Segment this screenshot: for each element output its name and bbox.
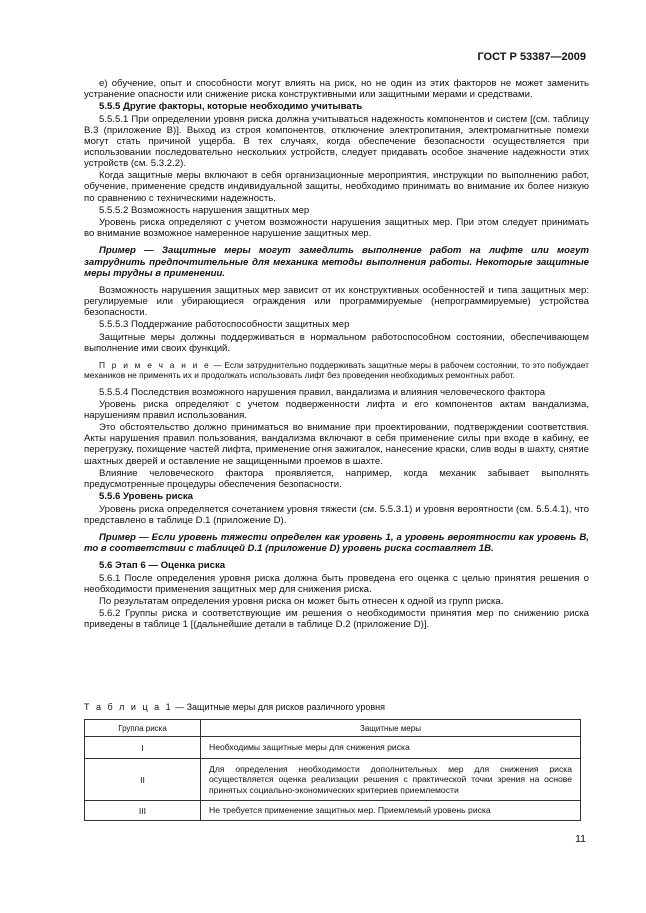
subsection-heading: 5.5.5.2 Возможность нарушения защитных мер <box>99 204 310 216</box>
paragraph: Уровень риска определяется сочетанием уровня тяжести (см. 5.5.3.1) и уровня вероятности (см. 5.5.4.1), что представлено в таблице D.1 (приложение D). <box>84 503 589 526</box>
measures-cell: Необходимы защитные меры для снижения риска <box>201 737 581 759</box>
table-header-row <box>85 720 581 737</box>
risk-group-cell: II <box>85 759 201 801</box>
table-row <box>85 801 581 821</box>
section-heading: 5.6 Этап 6 — Оценка риска <box>99 560 226 572</box>
paragraph: Защитные меры должны поддерживаться в нормальном работоспособном состоянии, обеспечивающем выполнение ими своих функций. <box>84 331 589 354</box>
table-row <box>85 737 581 759</box>
example-text: Пример — Защитные меры могут замедлить выполнение работ на лифте или могут затруднить предпочтительные для механика методы выполнения работы. Некоторые защитные меры трудны в применении. <box>84 245 589 279</box>
paragraph: По результатам определения уровня риска он может быть отнесен к одной из групп риска. <box>99 595 504 607</box>
paragraph: 5.6.2 Группы риска и соответствующие им решения о необходимости принятия мер по снижению риска приведены в таблице 1 [(дальнейшие детали в таблице D.2 (приложение D)]. <box>84 608 589 631</box>
paragraph: Когда защитные меры включают в себя организационные мероприятия, инструкции по выполнению работ, обучение, применение средств индивидуальной защиты, необходимо принимать во внимание их более низкую по сравнению с техническими надежность. <box>84 170 589 204</box>
document-body <box>84 78 589 632</box>
paragraph: Уровень риска определяют с учетом возможности нарушения защитных мер. При этом следует принимать во внимание возможное намеренное нарушение защитных мер. <box>84 217 589 240</box>
paragraph: е) обучение, опыт и способности могут влиять на риск, но не один из этих факторов не может заменить устранение опасности или снижение риска конструктивными или защитными мерами и средствами. <box>84 78 589 101</box>
table-caption-label: Т а б л и ц а 1 <box>84 702 173 712</box>
measures-cell: Не требуется применение защитных мер. Приемлемый уровень риска <box>201 801 581 821</box>
table-row <box>85 759 581 801</box>
paragraph: Это обстоятельство должно приниматься во внимание при проектировании, подтверждении соответствия. Акты нарушения правил пользования, вандализма включают в себя применение силы при входе в кабину, ее перегрузку, похищение частей лифта, применение огня зажигалок, нанесение краски, слив воды в шахту, снятие шахтных дверей и оставление не защищенными проемов в шахте. <box>84 422 589 467</box>
paragraph: Возможность нарушения защитных мер зависит от их конструктивных особенностей и типа защитных мер: регулируемые или убирающиеся ограждения или программируемые (непрограммируемые) устройства безопасности. <box>84 284 589 319</box>
column-header: Группа риска <box>85 720 201 737</box>
standard-designation: ГОСТ Р 53387—2009 <box>477 51 586 63</box>
subsection-heading: 5.5.5.3 Поддержание работоспособности защитных мер <box>99 319 350 331</box>
note-text: — Если затруднительно поддерживать защитные меры в рабочем состоянии, то это побуждает механиков не применять их и продолжать использовать лифт без проведения необходимых ремонтных работ. <box>84 360 589 381</box>
paragraph: 5.5.5.1 При определении уровня риска должна учитываться надежность компонентов и систем [(см. таблицу В.3 (приложение В)]. Выход из строя компонентов, отключение электропитания, электромагнитные помехи могут стать причиной ущерба. В тех случаях, когда обеспечение безопасности осуществляется при использовании последовательно нескольких устройств, следует придавать особое значение надежности этих устройств (см. 5.3.2.2). <box>84 113 589 170</box>
paragraph: Влияние человеческого фактора проявляется, например, когда механик забывает выполнять предусмотренные процедуры обеспечения безопасности. <box>84 467 589 490</box>
column-header: Защитные меры <box>201 720 581 737</box>
page-number: 11 <box>575 833 586 845</box>
section-heading: 5.5.6 Уровень риска <box>99 491 194 503</box>
subsection-heading: 5.5.5.4 Последствия возможного нарушения правил, вандализма и влияния человеческого фактора <box>99 386 546 398</box>
note <box>84 360 589 380</box>
paragraph: Уровень риска определяют с учетом подверженности лифта и его компонентов актам вандализма, нарушениям правил использования. <box>84 398 589 421</box>
risk-group-cell: I <box>85 737 201 759</box>
table-caption-text: — Защитные меры для рисков различного уровня <box>172 702 385 712</box>
section-heading: 5.5.5 Другие факторы, которые необходимо учитывать <box>99 101 363 113</box>
risk-group-cell: III <box>85 801 201 821</box>
table-caption <box>84 702 385 712</box>
risk-groups-table <box>84 719 581 821</box>
example-text: Пример — Если уровень тяжести определен как уровень 1, а уровень вероятности как уровень В, то в соответствии с таблицей D.1 (приложение D) уровень риска составляет 1В. <box>84 531 589 554</box>
note-label: П р и м е ч а н и е <box>99 360 211 371</box>
paragraph: 5.6.1 После определения уровня риска должна быть проведена его оценка с целью принятия решения о необходимости применения защитных мер для снижения риска. <box>84 572 589 595</box>
measures-cell: Для определения необходимости дополнительных мер для снижения риска осуществляется оценка реализации решения с практической точки зрения на основе принятых социально-экономических критериев приемлемости <box>201 759 581 801</box>
